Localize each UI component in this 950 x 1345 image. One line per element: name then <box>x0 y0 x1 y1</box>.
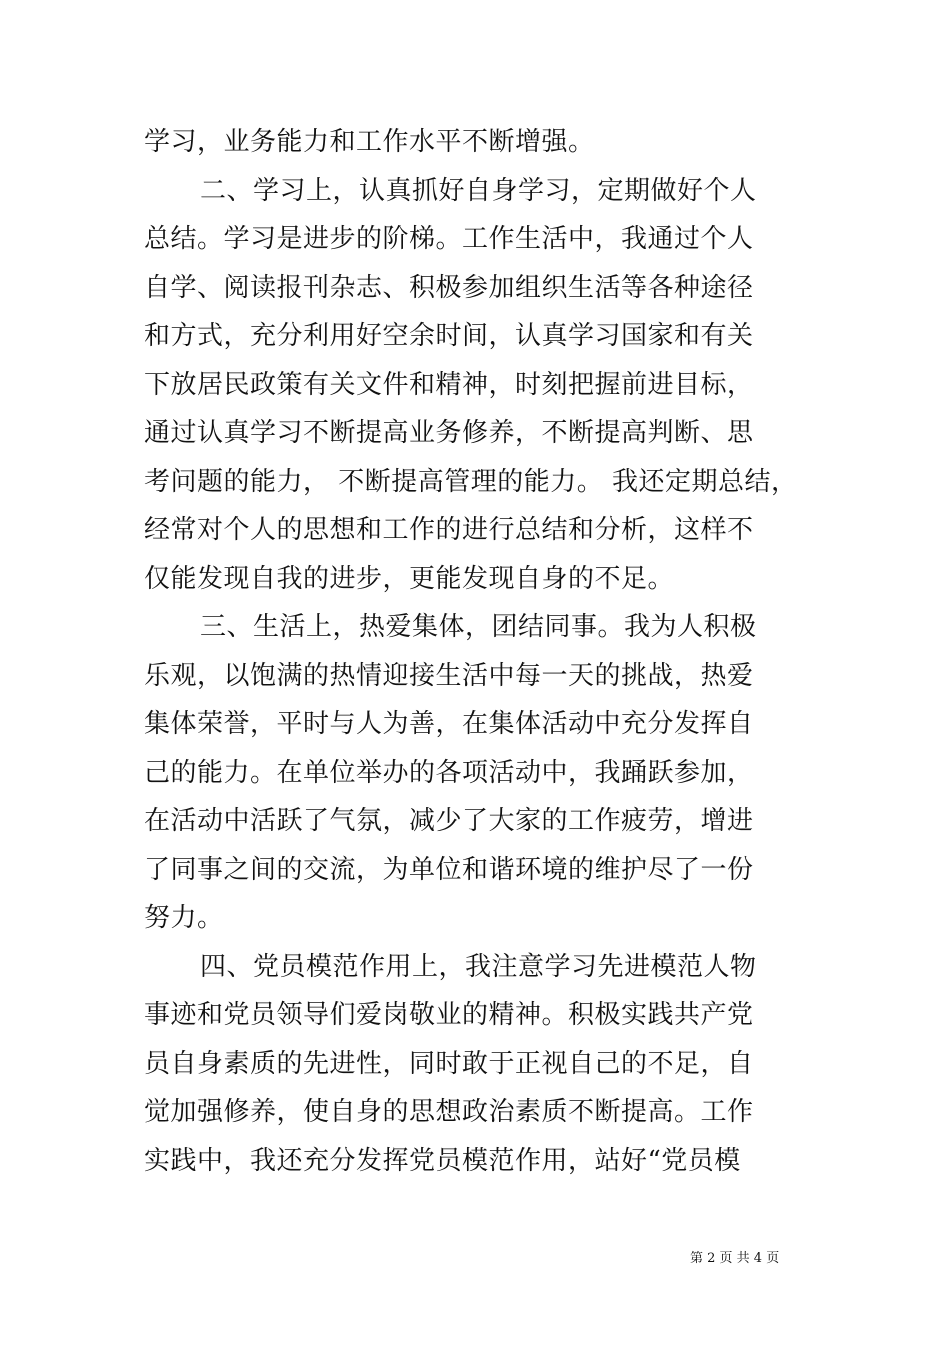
text-line: 集体荣誉，平时与人为善，在集体活动中充分发挥自 <box>144 709 754 739</box>
text-line: 实践中，我还充分发挥党员模范作用，站好“党员模 <box>144 1145 741 1176</box>
text-line: 考问题的能力， 不断提高管理的能力。 我还定期总结， <box>144 466 798 497</box>
text-line: 和方式，充分利用好空余时间，认真学习国家和有关 <box>144 321 754 351</box>
text-line: 乐观，以饱满的热情迎接生活中每一天的挑战，热爱 <box>144 660 754 691</box>
text-line: 三、生活上，热爱集体，团结同事。我为人积极 <box>200 612 757 642</box>
text-line: 通过认真学习不断提高业务修养，不断提高判断、思 <box>144 418 754 448</box>
text-line: 事迹和党员领导们爱岗敬业的精神。积极实践共产党 <box>144 1000 754 1030</box>
text-line: 己的能力。在单位举办的各项活动中，我踊跃参加， <box>144 757 754 788</box>
text-line: 仅能发现自我的进步，更能发现自身的不足。 <box>144 563 675 594</box>
text-line: 了同事之间的交流，为单位和谐环境的维护尽了一份 <box>144 854 754 885</box>
text-line: 觉加强修养，使自身的思想政治素质不断提高。工作 <box>144 1097 754 1127</box>
text-line: 努力。 <box>144 903 224 933</box>
text-line: 二、学习上，认真抓好自身学习，定期做好个人 <box>200 175 757 206</box>
text-line: 学习，业务能力和工作水平不断增强。 <box>144 127 595 157</box>
text-line: 在活动中活跃了气氛，减少了大家的工作疲劳，增进 <box>144 806 754 836</box>
text-line: 自学、阅读报刊杂志、积极参加组织生活等各种途径 <box>144 272 754 303</box>
document-body <box>144 118 824 1185</box>
text-line: 四、党员模范作用上，我注意学习先进模范人物 <box>200 951 757 982</box>
page-number-footer: 第 2 页 共 4 页 <box>690 1251 780 1266</box>
text-line: 员自身素质的先进性，同时敢于正视自己的不足，自 <box>144 1048 754 1079</box>
text-line: 总结。学习是进步的阶梯。工作生活中，我通过个人 <box>144 224 754 254</box>
text-line: 经常对个人的思想和工作的进行总结和分析，这样不 <box>144 515 754 545</box>
text-line: 下放居民政策有关文件和精神，时刻把握前进目标， <box>144 369 754 400</box>
